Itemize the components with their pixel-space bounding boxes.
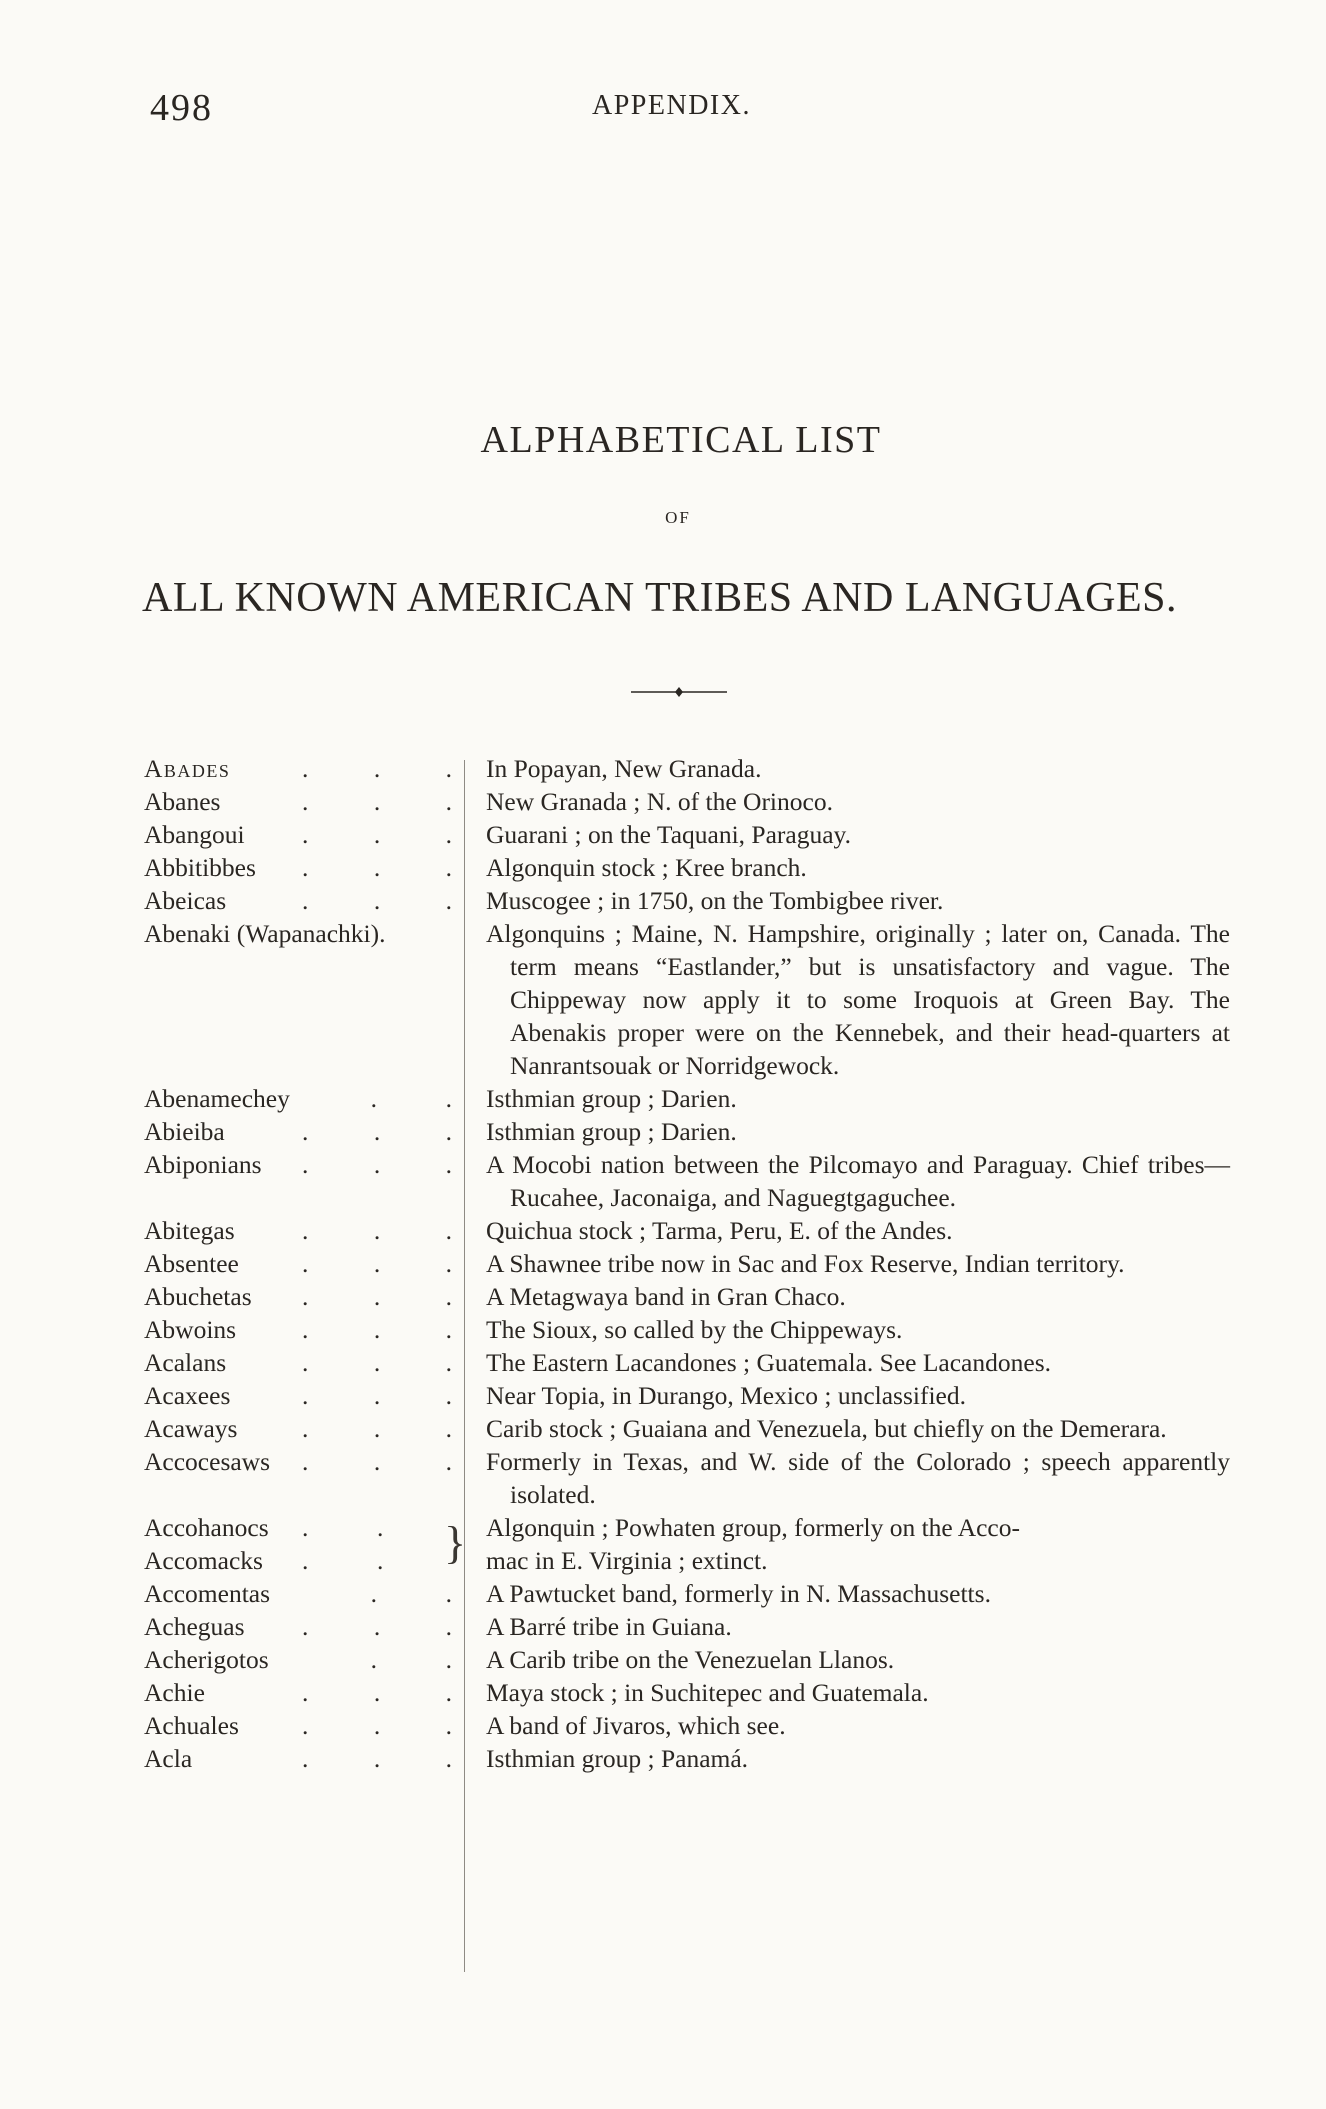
entry-name: Abiponians xyxy=(144,1150,262,1179)
list-item xyxy=(144,1610,1226,1643)
entry-description: Algonquin stock ; Kree branch. xyxy=(486,853,807,882)
entry-description: Quichua stock ; Tarma, Peru, E. of the Andes. xyxy=(486,1216,953,1245)
entry-name: Abenamechey xyxy=(144,1084,290,1113)
leader-dots: . . . xyxy=(302,1447,452,1476)
entry-name: Abitegas xyxy=(144,1216,235,1245)
page-subtitle: ALL KNOWN AMERICAN TRIBES AND LANGUAGES. xyxy=(142,575,1177,621)
entry-description: The Eastern Lacandones ; Guatemala. See Lacandones. xyxy=(486,1348,1051,1377)
entry-name: Abbitibbes xyxy=(144,853,256,882)
entry-description: The Sioux, so called by the Chippeways. xyxy=(486,1315,903,1344)
list-item xyxy=(144,1709,1226,1742)
leader-dots: . . xyxy=(302,1546,384,1575)
leader-dots: . . . xyxy=(302,1315,452,1344)
entry-description: Isthmian group ; Panamá. xyxy=(486,1744,749,1773)
list-item xyxy=(144,1247,1226,1280)
leader-dots: . . xyxy=(370,1645,452,1674)
list-item xyxy=(144,1544,1226,1577)
entry-name: Achuales xyxy=(144,1711,239,1740)
leader-dots: . . . xyxy=(302,1216,452,1245)
entry-description: Guarani ; on the Taquani, Paraguay. xyxy=(486,820,852,849)
ornament-rule xyxy=(631,686,727,698)
entry-name: Accohanocs xyxy=(144,1513,269,1542)
leader-dots: . . . xyxy=(302,886,452,915)
entry-name: Acaxees xyxy=(144,1381,231,1410)
list-item xyxy=(144,884,1226,917)
list-item xyxy=(144,1214,1226,1247)
page-title: ALPHABETICAL LIST xyxy=(480,419,882,461)
list-item xyxy=(144,1742,1226,1775)
entry-description: Algonquin ; Powhaten group, formerly on the Acco- xyxy=(486,1513,1020,1542)
leader-dots: . . . xyxy=(302,1612,452,1641)
entry-name: Abuchetas xyxy=(144,1282,252,1311)
entry-description: mac in E. Virginia ; extinct. xyxy=(486,1546,768,1575)
entry-description: A Barré tribe in Guiana. xyxy=(486,1612,732,1641)
entry-name: Acla xyxy=(144,1744,193,1773)
entry-description: Muscogee ; in 1750, on the Tombigbee river. xyxy=(486,886,944,915)
list-item xyxy=(144,818,1226,851)
page-number: 498 xyxy=(150,87,213,129)
entry-name: Acherigotos xyxy=(144,1645,269,1674)
entry-description: Near Topia, in Durango, Mexico ; unclassified. xyxy=(486,1381,966,1410)
entry-name: Achie xyxy=(144,1678,205,1707)
list-item xyxy=(144,1346,1226,1379)
title-connector: OF xyxy=(665,508,691,527)
entry-description: A Metagwaya band in Gran Chaco. xyxy=(486,1282,846,1311)
entry-description: Isthmian group ; Darien. xyxy=(486,1084,737,1113)
entry-name: Accocesaws xyxy=(144,1447,271,1476)
entry-description: Isthmian group ; Darien. xyxy=(486,1117,737,1146)
leader-dots: . . . xyxy=(302,754,452,783)
tribe-list xyxy=(144,752,1230,1775)
leader-dots: . . xyxy=(370,1579,452,1608)
list-item xyxy=(144,1280,1226,1313)
entry-description: Maya stock ; in Suchitepec and Guatemala. xyxy=(486,1678,929,1707)
leader-dots: . . xyxy=(302,1513,384,1542)
entry-name: Accomacks xyxy=(144,1546,263,1575)
entry-name: Acheguas xyxy=(144,1612,245,1641)
leader-dots: . . . xyxy=(302,1282,452,1311)
entry-name: Abieiba xyxy=(144,1117,225,1146)
entry-name: Abenaki (Wapanachki). xyxy=(144,919,386,948)
entry-name: Abanes xyxy=(144,787,221,816)
entry-name: Acaways xyxy=(144,1414,238,1443)
leader-dots: . . . xyxy=(302,1711,452,1740)
entry-description: In Popayan, New Granada. xyxy=(486,754,762,783)
entry-description: New Granada ; N. of the Orinoco. xyxy=(486,787,833,816)
leader-dots: . . . xyxy=(302,1348,452,1377)
entry-name: Acalans xyxy=(144,1348,227,1377)
entry-name: Abangoui xyxy=(144,820,245,849)
list-item xyxy=(144,851,1226,884)
list-item xyxy=(144,1412,1226,1445)
list-item xyxy=(144,752,1226,785)
entry-name: Accomentas xyxy=(144,1579,271,1608)
leader-dots: . . . xyxy=(302,1678,452,1707)
list-item xyxy=(144,1115,1226,1148)
running-head: APPENDIX. xyxy=(592,90,751,121)
list-item xyxy=(144,1445,1230,1511)
entry-description: Algonquins ; Maine, N. Hampshire, originally ; later on, Canada. The term means “Eastlander,” but is unsatisfactory and vague. The Chippeway now apply it to some Iroquois at Green Bay. The Abenakis proper were on the Kennebek, and their head-quarters at Nanrantsouak or Norridgewock. xyxy=(486,919,1230,1080)
leader-dots: . . . xyxy=(302,1249,452,1278)
entry-name: Abades xyxy=(144,754,231,783)
leader-dots: . . . xyxy=(302,853,452,882)
entry-name: Abeicas xyxy=(144,886,227,915)
list-item xyxy=(144,1676,1226,1709)
list-item xyxy=(144,1082,1226,1115)
list-item xyxy=(144,1643,1226,1676)
list-item xyxy=(144,1577,1226,1610)
leader-dots: . . . xyxy=(302,1117,452,1146)
leader-dots: . . . xyxy=(302,1150,452,1179)
leader-dots: . . xyxy=(370,1084,452,1113)
entry-description: Formerly in Texas, and W. side of the Colorado ; speech apparently isolated. xyxy=(486,1447,1230,1509)
entry-description: A Mocobi nation between the Pilcomayo and Paraguay. Chief tribes—Rucahee, Jaconaiga, and Naguegtgaguchee. xyxy=(486,1150,1230,1212)
leader-dots: . . . xyxy=(302,820,452,849)
list-item xyxy=(144,1148,1230,1214)
leader-dots: . . . xyxy=(302,1414,452,1443)
entry-name: Abwoins xyxy=(144,1315,237,1344)
entry-description: A Pawtucket band, formerly in N. Massachusetts. xyxy=(486,1579,991,1608)
entry-description: A band of Jivaros, which see. xyxy=(486,1711,786,1740)
list-item xyxy=(144,917,1230,1082)
entry-name: Absentee xyxy=(144,1249,239,1278)
leader-dots: . . . xyxy=(302,1381,452,1410)
list-item xyxy=(144,785,1226,818)
leader-dots: . . . xyxy=(302,1744,452,1773)
list-item xyxy=(144,1313,1226,1346)
brace-icon: } xyxy=(444,1517,467,1568)
list-item xyxy=(144,1379,1226,1412)
leader-dots: . . . xyxy=(302,787,452,816)
entry-description: Carib stock ; Guaiana and Venezuela, but chiefly on the Demerara. xyxy=(486,1414,1167,1443)
entry-description: A Carib tribe on the Venezuelan Llanos. xyxy=(486,1645,895,1674)
entry-description: A Shawnee tribe now in Sac and Fox Reserve, Indian territory. xyxy=(486,1249,1125,1278)
